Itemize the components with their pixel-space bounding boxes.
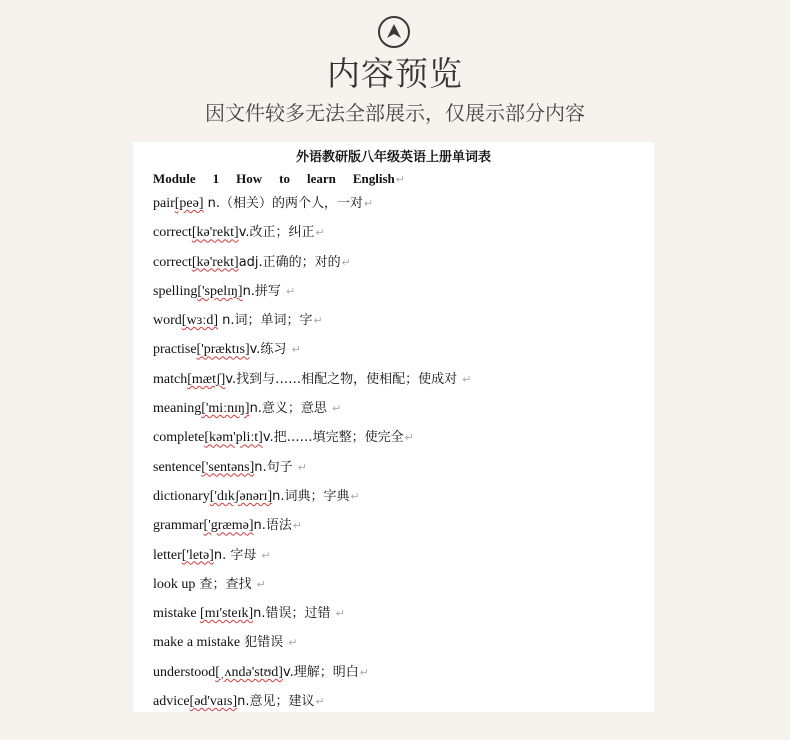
entry-word: word (153, 313, 182, 329)
entry-word: mistake (153, 606, 201, 622)
entry-word: dictionary (153, 488, 210, 504)
list-item (153, 658, 643, 687)
return-mark: ↵ (256, 578, 266, 591)
page-subtitle: 因文件较多无法全部展示，仅展示部分内容 (205, 101, 585, 125)
entry-phonetic: [wɜːd] (181, 313, 218, 329)
return-mark: ↵ (364, 198, 374, 210)
entry-phonetic: [peə] (174, 196, 204, 211)
entry-meaning: n.词；单词；字 (217, 313, 313, 329)
entry-meaning: 查；查找 (195, 576, 256, 592)
entry-meaning: n.句子 (254, 459, 297, 475)
return-mark: ↵ (315, 227, 325, 240)
entry-meaning: n. 字母 (213, 547, 261, 563)
entry-meaning: adj.正确的；对的 (238, 254, 341, 270)
return-mark: ↵ (291, 344, 301, 357)
entry-meaning: n.（相关）的两个人，一对 (203, 196, 364, 211)
return-mark: ↵ (292, 520, 303, 533)
list-item (153, 335, 643, 364)
return-mark: ↵ (395, 174, 405, 186)
module-word: English↵ (352, 171, 405, 186)
entry-phonetic: ['miːnɪŋ] (201, 401, 250, 417)
entry-phonetic: [ˌʌndə'stʊd] (215, 664, 283, 680)
list-item (153, 277, 643, 306)
entry-phonetic: ['letə] (181, 547, 214, 563)
entry-word: look up (153, 576, 196, 592)
module-word: to (279, 171, 290, 186)
list-item (153, 482, 643, 511)
entry-meaning: n.意见；建议 (237, 694, 315, 710)
entry-word: letter (153, 547, 182, 563)
entry-meaning: v.找到与……相配之物，使相配；使成对 (225, 371, 462, 387)
entry-phonetic: [kə'rekt] (191, 225, 239, 241)
list-item (153, 599, 643, 628)
return-mark: ↵ (261, 549, 271, 562)
module-heading (153, 171, 405, 187)
module-word: learn (306, 171, 336, 186)
return-mark: ↵ (462, 373, 472, 386)
entry-meaning: n.意义；意思 (249, 401, 332, 417)
entry-phonetic: [mætʃ] (187, 371, 226, 387)
return-mark: ↵ (359, 666, 370, 679)
entry-word: understood (153, 664, 216, 680)
entry-phonetic: [mɪ'steɪk] (200, 606, 254, 622)
list-item (153, 365, 643, 394)
entry-meaning: n.语法 (253, 518, 292, 534)
list-item (153, 218, 643, 247)
entry-word: correct (153, 225, 192, 241)
return-mark: ↵ (350, 490, 360, 503)
module-word: Module (153, 171, 196, 186)
entry-phonetic: ['spelɪŋ] (197, 283, 243, 299)
entry-word: match (153, 371, 188, 387)
vocabulary-list (153, 189, 643, 712)
list-item (153, 306, 643, 335)
return-mark: ↵ (288, 637, 298, 650)
entry-word: practise (153, 342, 197, 358)
page-title: 内容预览 (327, 54, 463, 93)
entry-meaning: n.拼写 (242, 283, 286, 299)
module-word: How (236, 171, 263, 186)
return-mark: ↵ (332, 403, 342, 416)
entry-word: spelling (153, 283, 198, 299)
entry-meaning: n.词典；字典 (272, 488, 350, 504)
entry-word: grammar (153, 518, 204, 534)
return-mark: ↵ (297, 461, 307, 474)
module-word: 1 (212, 171, 220, 186)
entry-meaning: v.把……填完整；使完全 (262, 430, 404, 446)
list-item (153, 570, 643, 599)
document-title: 外语教研版八年级英语上册单词表 (295, 150, 491, 165)
entry-phonetic: ['græmə] (203, 518, 254, 534)
list-item (153, 453, 643, 482)
entry-meaning: v.练习 (249, 342, 291, 358)
list-item (153, 189, 643, 218)
entry-phonetic: ['dɪkʃənərɪ] (209, 488, 273, 504)
list-item (153, 394, 643, 423)
entry-phonetic: [kə'rekt] (191, 254, 239, 270)
entry-meaning: 犯错误 (240, 635, 288, 651)
document-preview (133, 142, 654, 712)
entry-word: advice (153, 694, 190, 710)
entry-phonetic: ['præktɪs] (196, 342, 250, 358)
list-item (153, 248, 643, 277)
return-mark: ↵ (335, 608, 345, 621)
list-item (153, 423, 643, 452)
return-mark: ↵ (286, 285, 296, 298)
return-mark: ↵ (404, 432, 414, 445)
return-mark: ↵ (315, 696, 325, 709)
entry-word: sentence (153, 459, 202, 475)
entry-meaning: v.改正；纠正 (238, 225, 315, 241)
entry-phonetic: ['sentəns] (201, 459, 255, 475)
entry-meaning: v.理解；明白 (282, 664, 359, 680)
entry-word: pair (153, 196, 175, 211)
list-item (153, 541, 643, 570)
return-mark: ↵ (341, 256, 351, 269)
entry-phonetic: [əd'vaɪs] (189, 694, 238, 710)
entry-phonetic: [kəm'pliːt] (204, 430, 263, 446)
entry-word: make a mistake (153, 635, 241, 651)
list-item (153, 687, 643, 712)
list-item (153, 511, 643, 540)
entry-word: complete (153, 430, 205, 446)
return-mark: ↵ (313, 315, 323, 328)
chevron-up-circle-icon (378, 16, 410, 48)
entry-word: meaning (153, 401, 202, 417)
entry-meaning: n.错误；过错 (253, 606, 335, 622)
list-item (153, 628, 643, 657)
entry-word: correct (153, 254, 192, 270)
